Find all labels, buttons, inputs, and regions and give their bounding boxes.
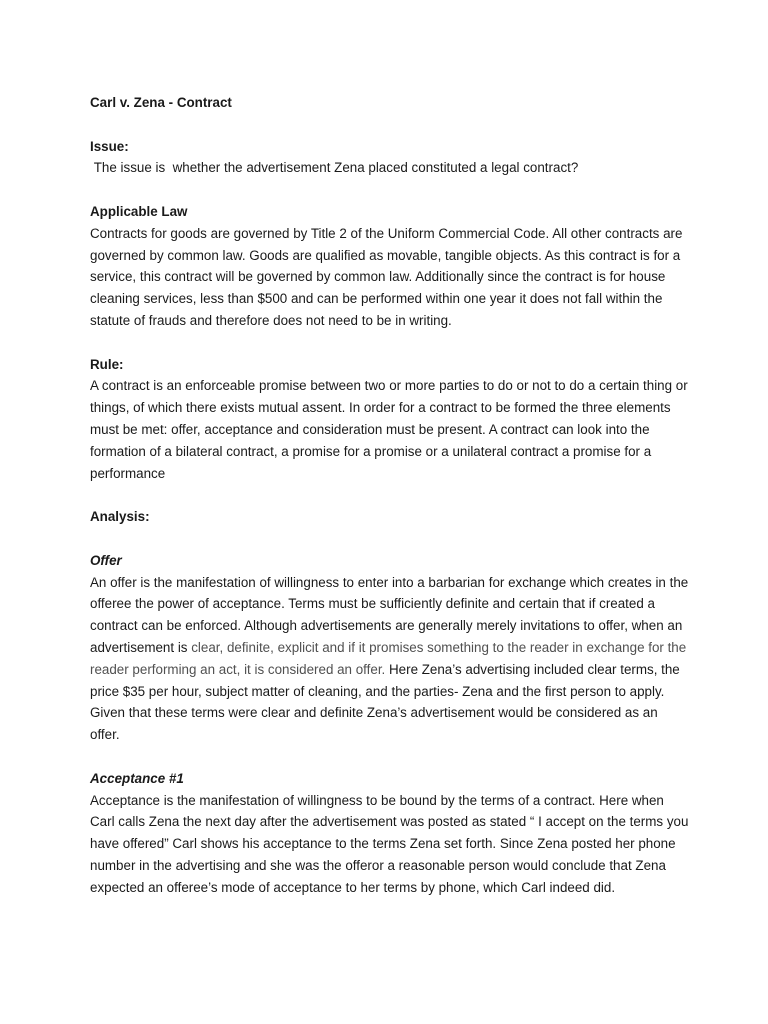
spacer [90, 114, 690, 136]
offer-heading: Offer [90, 552, 122, 568]
issue-text: The issue is whether the advertisement Zena placed constituted a legal contract? [90, 160, 579, 176]
acceptance1-text: Acceptance is the manifestation of willingness to be bound by the terms of a contract. Here when Carl calls Zena the next day after the advertisement was posted as stated “ I accept on the terms you have offered” Carl shows his acceptance to the terms Zena set forth. Since Zena posted her phone number in the advertising and she was the offeror a reasonable person would conclude that Zena expected an offeree’s mode of acceptance to her terms by phone, which Carl indeed did. [90, 792, 689, 895]
rule-heading: Rule: [90, 356, 124, 372]
spacer [90, 179, 690, 201]
offer-text [90, 572, 690, 746]
spacer [90, 746, 690, 768]
offer-text-part3: Here Zena’s advertising included clear terms, the price $35 per hour, subject matter of cleaning, and the parties- Zena and the first person to apply. Given that these terms were clear and definite Zena’s advertisement would be considered as an offer. [90, 661, 680, 743]
document-title: Carl v. Zena - Contract [90, 95, 232, 110]
offer-text-quoted-rule: clear, definite, explicit and if it promises something to the reader in exchange for the reader performing an act, it is considered an offer. [90, 639, 687, 677]
spacer [90, 484, 690, 506]
spacer [90, 528, 690, 550]
rule-text: A contract is an enforceable promise between two or more parties to do or not to do a certain thing or things, of which there exists mutual assent. In order for a contract to be formed the three elements must be met: offer, acceptance and consideration must be present. A contract can look into the formation of a bilateral contract, a promise for a promise or a unilateral contract a promise for a performance [90, 378, 688, 481]
acceptance1-heading: Acceptance #1 [90, 770, 184, 786]
applicable-law-heading: Applicable Law [90, 203, 188, 219]
issue-heading: Issue: [90, 138, 129, 154]
applicable-law-text: Contracts for goods are governed by Title 2 of the Uniform Commercial Code. All other contracts are governed by common law. Goods are qualified as movable, tangible objects. As this contract is for a service, this contract will be governed by common law. Additionally since the contract is for house cleaning services, less than $500 and can be performed within one year it does not fall within the statute of frauds and therefore does not need to be in writing. [90, 225, 683, 328]
document-page [90, 92, 690, 898]
offer-text-part1: An offer is the manifestation of willingness to enter into a barbarian for exchange which creates in the offeree the power of acceptance. Terms must be sufficiently definite and certain that if created a contract can be enforced. Although advertisements are generally merely invitations to offer, when an advertisement is [90, 574, 689, 655]
analysis-heading: Analysis: [90, 509, 150, 525]
spacer [90, 332, 690, 354]
